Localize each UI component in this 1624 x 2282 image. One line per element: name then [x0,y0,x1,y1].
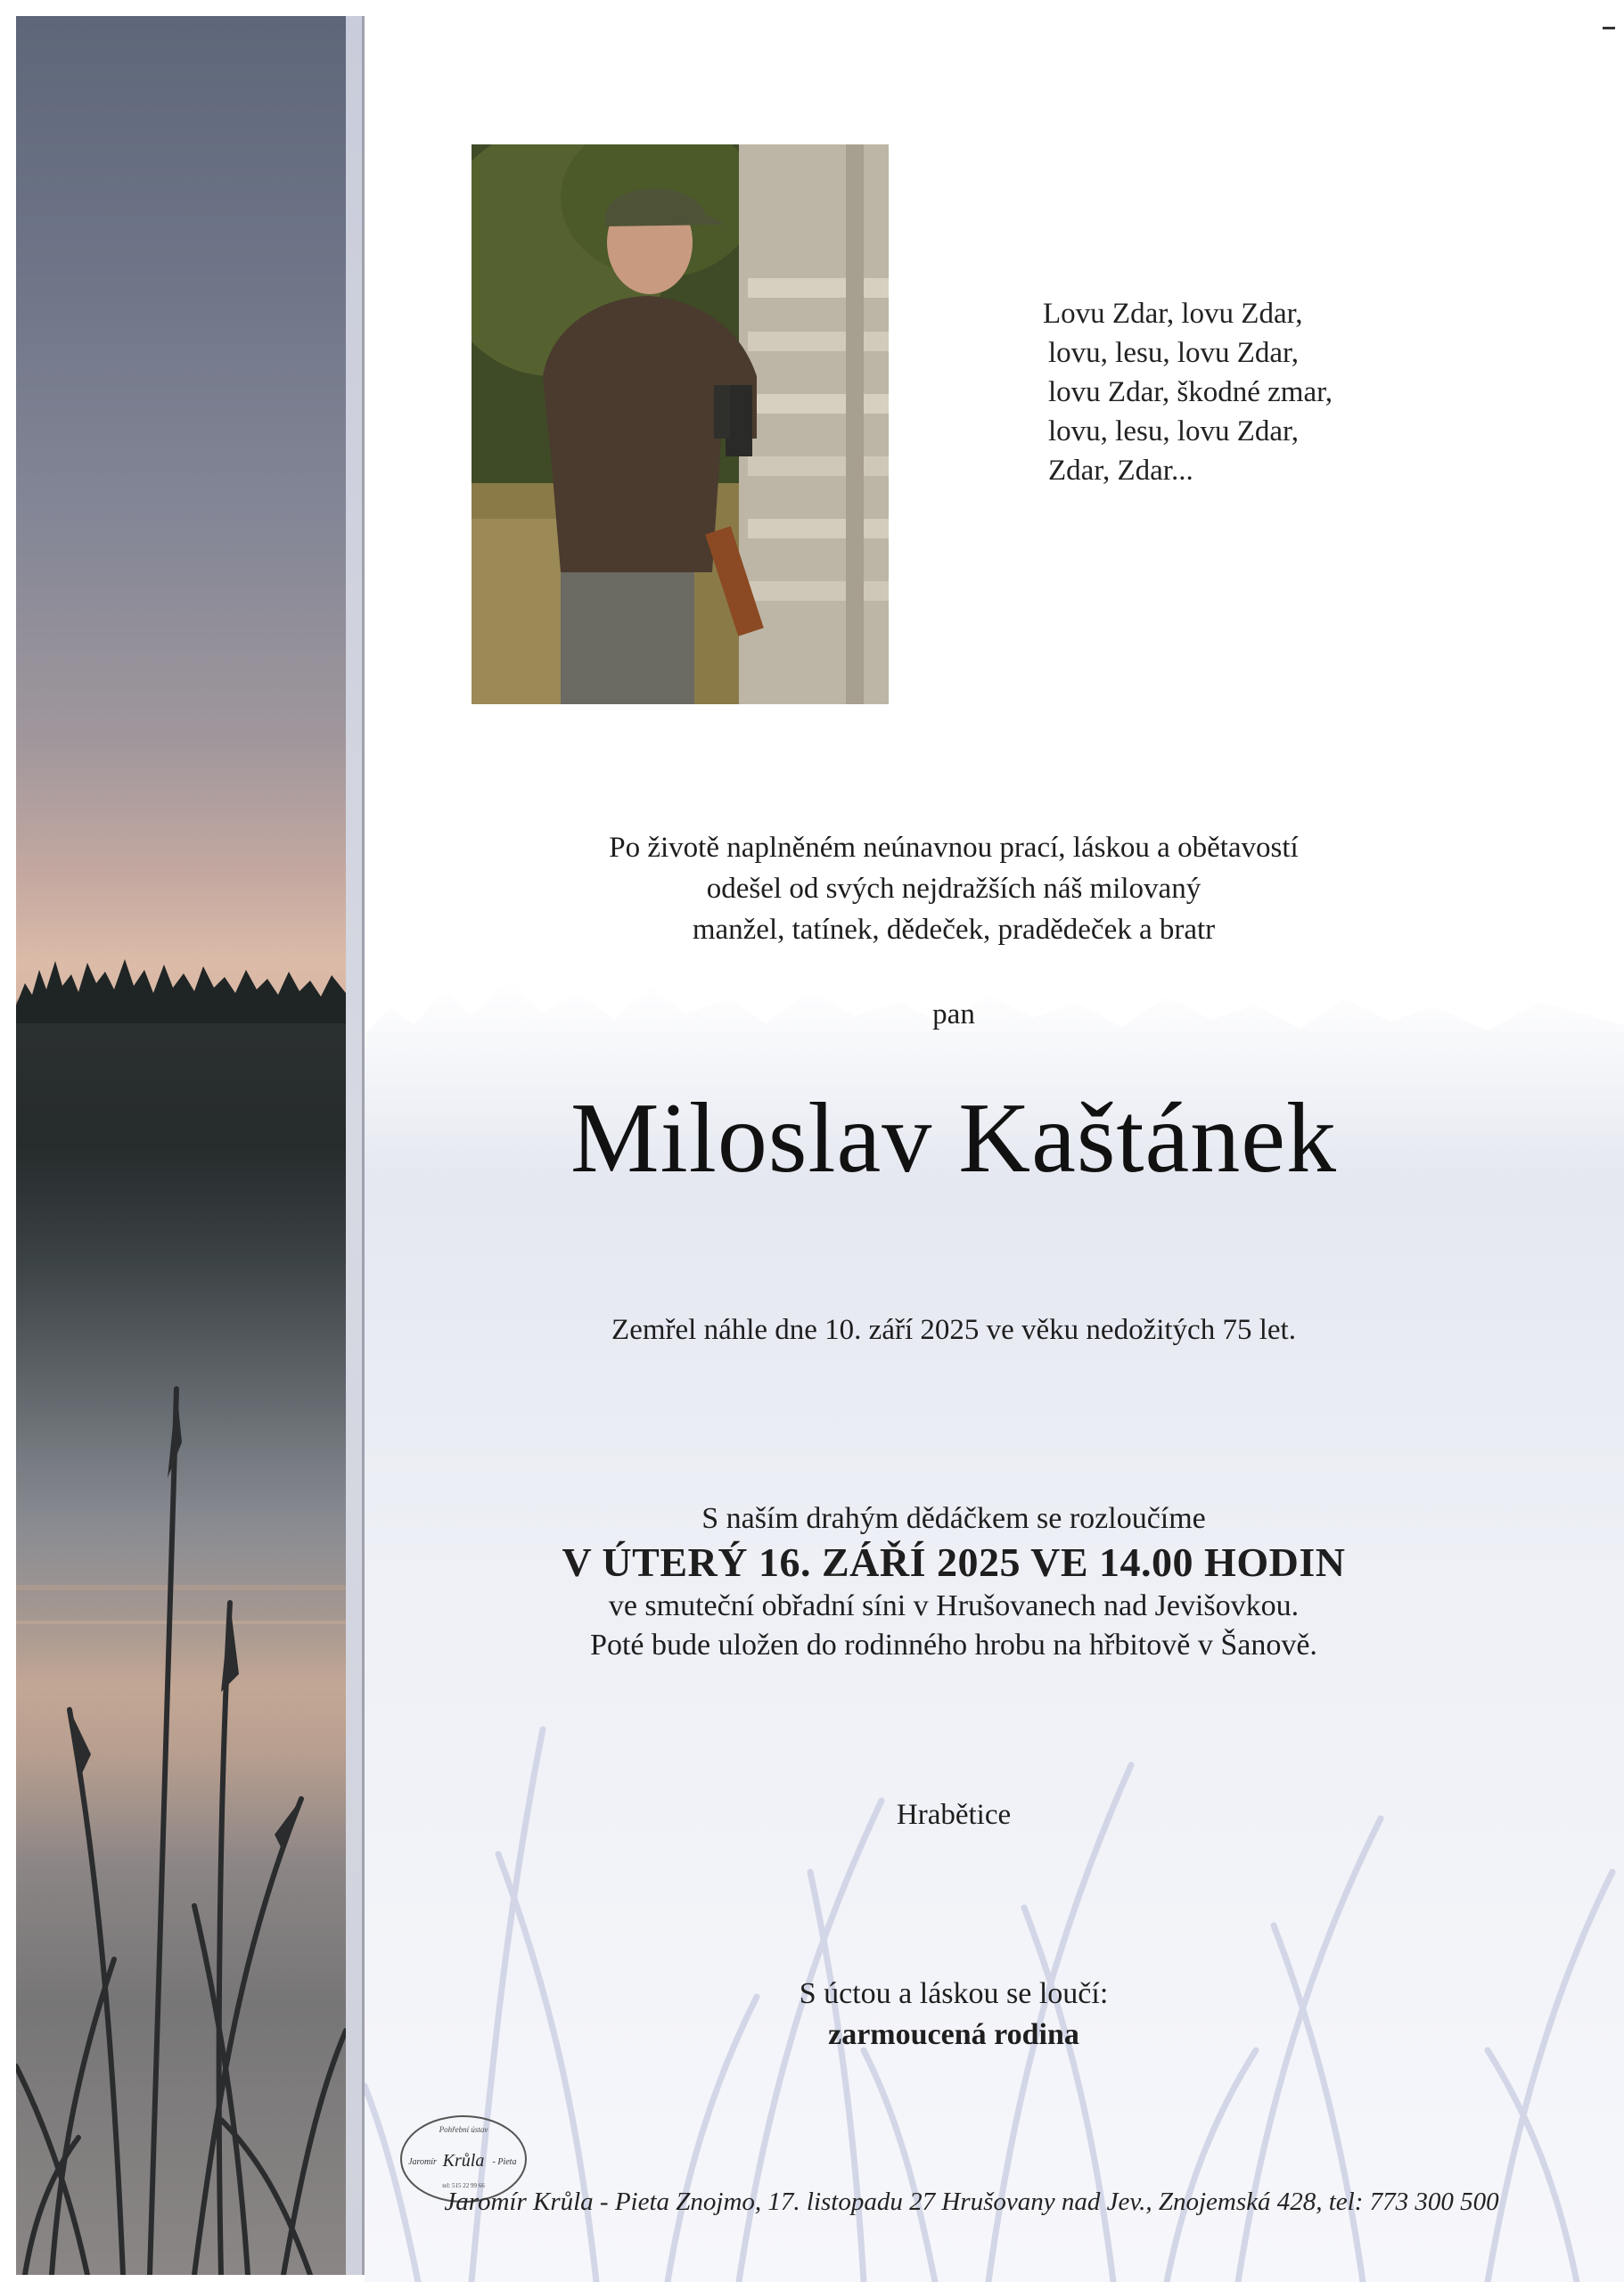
portrait-photo [472,144,889,704]
stamp-phone-text: tel: 515 22 99 66 [442,2182,485,2189]
salutation: pan [932,998,975,1030]
deceased-name: Miloslav Kaštánek [570,1083,1337,1194]
stamp-right-text: - Pieta [492,2157,517,2167]
burial-location: Poté bude uložen do rodinného hrobu na hřbitově v Šanově. [590,1629,1317,1662]
farewell-datetime: V ÚTERÝ 16. ZÁŘÍ 2025 VE 14.00 HODIN [562,1539,1346,1585]
stamp-name-text: Krůla [442,2151,485,2171]
stamp-top-text: Pohřební ústav [439,2125,488,2134]
verse-line: Lovu Zdar, lovu Zdar, [1043,298,1303,330]
hunting-verse [1043,294,1417,490]
family-signature: zarmoucená rodina [828,2018,1079,2051]
farewell-details [374,1499,1533,1665]
intro-line: odešel od svých nejdražších náš milovaný [706,873,1202,905]
intro-text [374,827,1533,950]
intro-line: Po životě naplněném neúnavnou prací, láskou a obětavostí [609,832,1299,864]
verse-line: lovu, lesu, lovu Zdar, [1048,415,1299,447]
lake-sunset-image [16,16,346,2275]
corner-mark [1603,27,1615,29]
funeral-home-footer: Jaromír Krůla - Pieta Znojmo, 17. listopadu 27 Hrušovany nad Jev., Znojemská 428, tel: 773 300 500 [444,2188,1499,2216]
death-notice-line: Zemřel náhle dne 10. září 2025 ve věku nedožitých 75 let. [611,1314,1296,1346]
verse-line: lovu Zdar, škodné zmar, [1048,376,1333,408]
verse-line: lovu, lesu, lovu Zdar, [1048,337,1299,369]
verse-line: Zdar, Zdar... [1048,455,1193,487]
stamp-left-text: Jaromír [408,2157,437,2167]
closing-line: S úctou a láskou se loučí: [799,1977,1109,2010]
closing-text [374,1974,1533,2056]
farewell-location: ve smuteční obřadní síni v Hrušovanech nad Jevišovkou. [608,1589,1300,1622]
intro-line: manžel, tatínek, dědeček, pradědeček a bratr [692,914,1216,946]
place-name: Hrabětice [896,1799,1012,1831]
farewell-line: S naším drahým dědáčkem se rozloučíme [701,1502,1206,1535]
vertical-divider-bar [346,16,362,2275]
